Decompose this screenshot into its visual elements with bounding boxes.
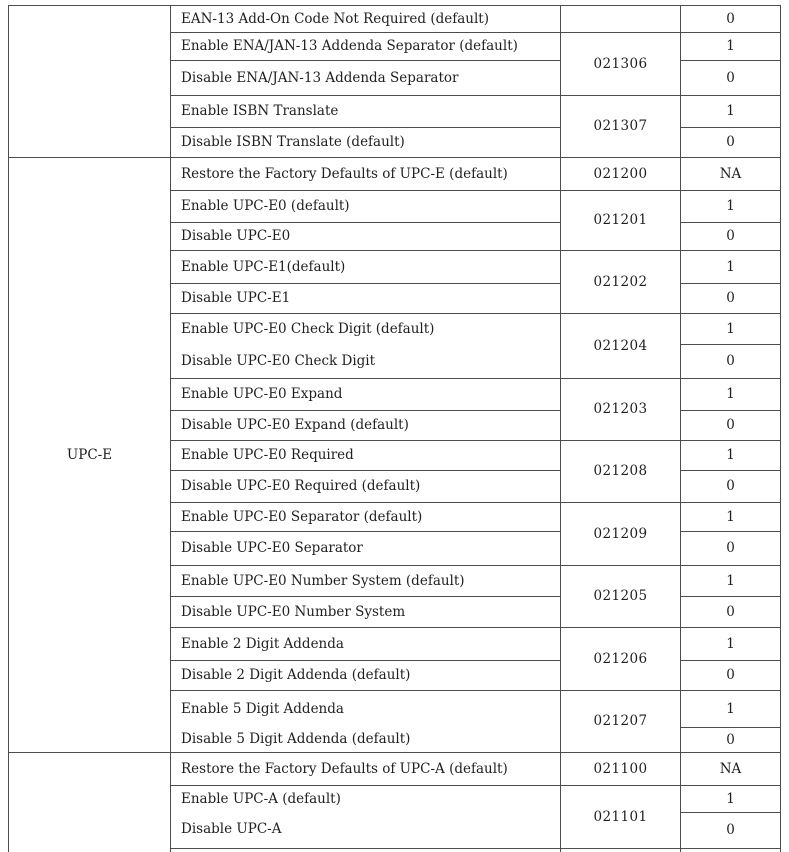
value-cell: 0: [681, 532, 781, 566]
description-cell: Enable ENA/JAN-13 Addenda Separator (default): [171, 33, 561, 61]
code-cell: 021205: [561, 566, 681, 628]
description-cell: [171, 786, 561, 849]
code-cell: 021306: [561, 33, 681, 96]
code-cell: 021200: [561, 158, 681, 191]
value-cell: 0: [681, 728, 781, 753]
value-cell: 1: [681, 441, 781, 471]
description-cell: Restore the Factory Defaults of UPC-E (default): [171, 158, 561, 191]
value-cell: NA: [681, 158, 781, 191]
value-cell: 0: [681, 411, 781, 441]
value-cell: 1: [681, 33, 781, 61]
value-cell: 1: [681, 191, 781, 223]
value-cell: 1: [681, 96, 781, 128]
value-cell: 0: [681, 6, 781, 33]
description-cell: Enable UPC-E0 Required: [171, 441, 561, 471]
description-cell: Enable UPC-E0 (default): [171, 191, 561, 223]
description-cell: Disable UPC-E0: [171, 223, 561, 251]
value-cell: 0: [681, 284, 781, 314]
description-cell: Enable 2 Digit Addenda: [171, 628, 561, 661]
description-cell: Disable UPC-E0 Required (default): [171, 471, 561, 503]
value-cell: 1: [681, 503, 781, 532]
value-cell: 0: [681, 223, 781, 251]
description-cell: [171, 314, 561, 379]
value-cell: 1: [681, 314, 781, 345]
description-cell: [171, 849, 561, 852]
description-cell: Enable UPC-E1(default): [171, 251, 561, 284]
description-cell: Enable ISBN Translate: [171, 96, 561, 128]
description-cell: Disable UPC-E1: [171, 284, 561, 314]
value-cell: NA: [681, 753, 781, 786]
code-cell: 021100: [561, 753, 681, 786]
value-cell: 0: [681, 597, 781, 628]
description-cell: Disable ENA/JAN-13 Addenda Separator: [171, 61, 561, 96]
code-cell: 021203: [561, 379, 681, 441]
description-cell: Enable UPC-E0 Separator (default): [171, 503, 561, 532]
code-cell: 021101: [561, 786, 681, 849]
code-cell: 021307: [561, 96, 681, 158]
barcode-settings-table: [8, 5, 781, 852]
description-cell: Restore the Factory Defaults of UPC-A (default): [171, 753, 561, 786]
value-cell: 0: [681, 813, 781, 849]
description-cell: Disable UPC-E0 Expand (default): [171, 411, 561, 441]
table-row: [9, 158, 781, 191]
description-cell: Enable UPC-E0 Number System (default): [171, 566, 561, 597]
description-line: Disable UPC-E0 Check Digit: [181, 353, 376, 370]
description-line: Enable 5 Digit Addenda: [181, 700, 344, 717]
value-cell: 0: [681, 661, 781, 691]
description-cell: Enable UPC-E0 Expand: [171, 379, 561, 411]
code-cell: 021206: [561, 628, 681, 691]
value-cell: 1: [681, 786, 781, 813]
category-cell: [9, 6, 171, 158]
value-cell: 1: [681, 566, 781, 597]
value-cell: 1: [681, 379, 781, 411]
code-cell: 021202: [561, 251, 681, 314]
category-cell: UPC-E: [9, 158, 171, 753]
value-cell: 0: [681, 471, 781, 503]
description-line: Disable 5 Digit Addenda (default): [181, 730, 411, 747]
code-cell: 021209: [561, 503, 681, 566]
value-cell: 0: [681, 61, 781, 96]
description-line: Enable UPC-E0 Check Digit (default): [181, 321, 435, 338]
description-cell: EAN-13 Add-On Code Not Required (default): [171, 6, 561, 33]
table-row: [9, 753, 781, 786]
code-cell: 021207: [561, 691, 681, 753]
code-cell: 021201: [561, 191, 681, 251]
value-cell: 0: [681, 345, 781, 379]
value-cell: 1: [681, 251, 781, 284]
description-cell: Disable 2 Digit Addenda (default): [171, 661, 561, 691]
description-cell: [171, 691, 561, 753]
description-line: Enable UPC-A (default): [181, 790, 341, 807]
table-row: [9, 6, 781, 33]
description-line: Disable UPC-A: [181, 820, 282, 837]
code-cell: [561, 6, 681, 33]
code-cell: [561, 849, 681, 852]
value-cell: [681, 849, 781, 852]
value-cell: 1: [681, 628, 781, 661]
description-cell: Disable UPC-E0 Number System: [171, 597, 561, 628]
value-cell: 1: [681, 691, 781, 728]
value-cell: 0: [681, 128, 781, 158]
code-cell: 021208: [561, 441, 681, 503]
category-cell: [9, 753, 171, 852]
code-cell: 021204: [561, 314, 681, 379]
description-cell: Disable UPC-E0 Separator: [171, 532, 561, 566]
description-cell: Disable ISBN Translate (default): [171, 128, 561, 158]
